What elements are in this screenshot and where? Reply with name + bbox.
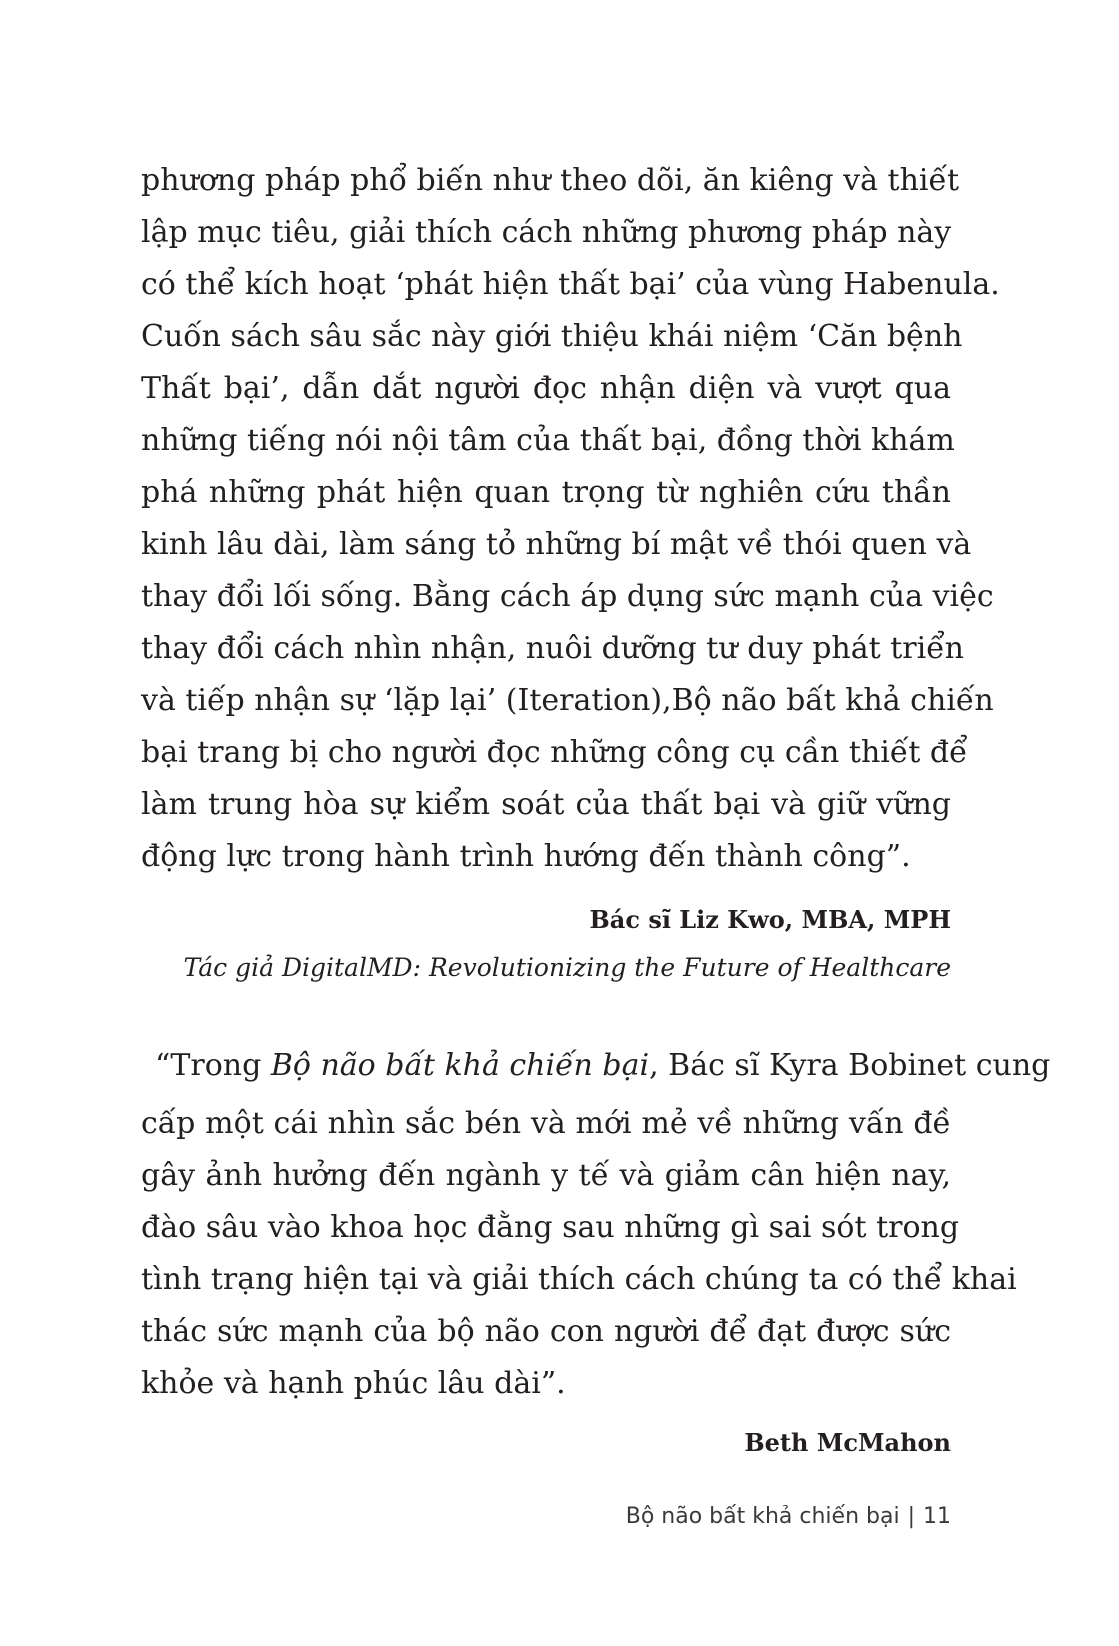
attribution-1-name: Bác sĩ Liz Kwo, MBA, MPH bbox=[589, 905, 951, 934]
text-line: gây ảnh hưởng đến ngành y tế và giảm cân hiện nay, bbox=[141, 1158, 951, 1193]
text-line: những tiếng nói nội tâm của thất bại, đồng thời khám bbox=[141, 423, 955, 458]
quote-open-text: “Trong bbox=[155, 1048, 271, 1083]
attribution-2-name: Beth McMahon bbox=[744, 1428, 951, 1457]
text-line: thác sức mạnh của bộ não con người để đạt được sức bbox=[141, 1314, 951, 1349]
page-number: 11 bbox=[923, 1504, 951, 1529]
text-line: thay đổi lối sống. Bằng cách áp dụng sức mạnh của việc bbox=[141, 579, 994, 614]
text-line: phá những phát hiện quan trọng từ nghiên cứu thần bbox=[141, 475, 951, 510]
text-line: có thể kích hoạt ‘phát hiện thất bại’ của vùng Habenula. bbox=[141, 267, 1000, 302]
text-line: bại trang bị cho người đọc những công cụ cần thiết để bbox=[141, 735, 968, 770]
text-line-first bbox=[141, 1040, 1051, 1092]
text-line: động lực trong hành trình hướng đến thành công”. bbox=[141, 839, 911, 874]
text-line: tình trạng hiện tại và giải thích cách chúng ta có thể khai bbox=[141, 1262, 1017, 1297]
text-line: Cuốn sách sâu sắc này giới thiệu khái niệm ‘Căn bệnh bbox=[141, 319, 963, 354]
text-line: kinh lâu dài, làm sáng tỏ những bí mật về thói quen và bbox=[141, 527, 972, 562]
text-line: làm trung hòa sự kiểm soát của thất bại và giữ vững bbox=[141, 787, 951, 822]
text-line: đào sâu vào khoa học đằng sau những gì sai sót trong bbox=[141, 1210, 960, 1245]
quote-paragraph-1 bbox=[141, 155, 1000, 883]
text-line: phương pháp phổ biến như theo dõi, ăn kiêng và thiết bbox=[141, 163, 959, 198]
text-line: và tiếp nhận sự ‘lặp lại’ (Iteration),Bộ não bất khả chiến bbox=[141, 683, 994, 718]
text-line: thay đổi cách nhìn nhận, nuôi dưỡng tư duy phát triển bbox=[141, 631, 964, 666]
text-line: khỏe và hạnh phúc lâu dài”. bbox=[141, 1366, 566, 1401]
footer-book-title: Bộ não bất khả chiến bại bbox=[625, 1504, 900, 1529]
footer-separator: | bbox=[907, 1504, 915, 1529]
attribution-1-role: Tác giả DigitalMD: Revolutionizing the Future of Healthcare bbox=[183, 953, 951, 982]
book-title-italic: Bộ não bất khả chiến bại bbox=[270, 1048, 650, 1083]
text-line: Thất bại’, dẫn dắt người đọc nhận diện và vượt qua bbox=[141, 371, 951, 406]
text-line: cấp một cái nhìn sắc bén và mới mẻ về những vấn đề bbox=[141, 1106, 951, 1141]
quote-paragraph-2 bbox=[141, 1040, 1051, 1410]
page-footer bbox=[626, 1504, 951, 1529]
quote-continue-text: , Bác sĩ Kyra Bobinet cung bbox=[649, 1048, 1051, 1083]
text-line: lập mục tiêu, giải thích cách những phương pháp này bbox=[141, 215, 952, 250]
